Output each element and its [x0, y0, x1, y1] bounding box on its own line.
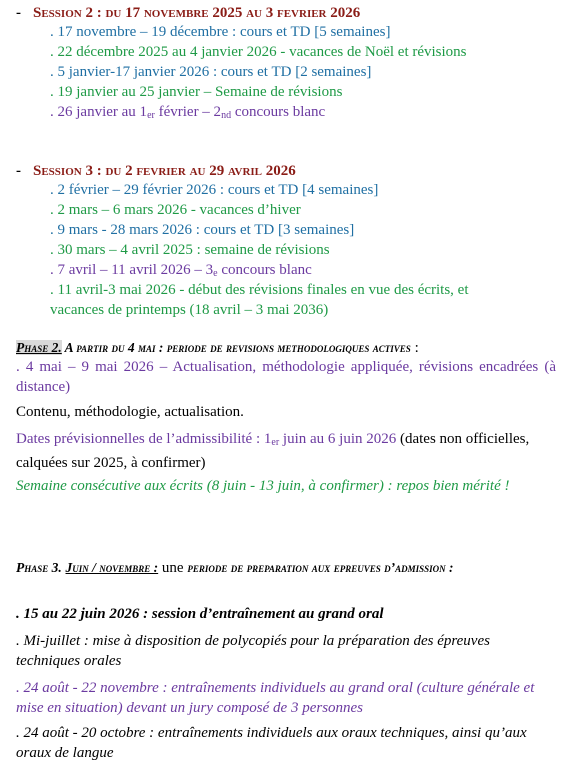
session2-title: Session 2 : du 17 novembre 2025 au 3 fevrier 2026	[33, 5, 361, 21]
list-item: . 30 mars – 4 avril 2025 : semaine de révisions	[50, 242, 330, 258]
bullet-dash: -	[16, 163, 21, 179]
list-item: . 2 mars – 6 mars 2026 - vacances d’hiver	[50, 202, 301, 218]
list-item: . 2 février – 29 février 2026 : cours et TD [4 semaines]	[50, 182, 379, 198]
phase2-content: Contenu, méthodologie, actualisation.	[16, 404, 244, 420]
list-item: . 19 janvier au 25 janvier – Semaine de révisions	[50, 84, 343, 100]
list-item: vacances de printemps (18 avril – 3 mai 2036)	[50, 302, 329, 318]
phase2-rest-week: Semaine consécutive aux écrits (8 juin - 13 juin, à confirmer) : repos bien mérité !	[16, 478, 510, 494]
phase3-heading: Phase 3. Juin / novembre : une periode de preparation aux epreuves d’admission :	[16, 560, 454, 576]
phase3-item: . 24 août - 20 octobre : entraînements individuels aux oraux techniques, ainsi qu’aux oraux de langue	[16, 725, 527, 761]
phase3-item: . 24 août - 22 novembre : entraînements individuels au grand oral (culture générale et mise en situation) devant un jury composé de 3 personnes	[16, 680, 535, 716]
phase3-item: . Mi-juillet : mise à disposition de polycopiés pour la préparation des épreuves techniques orales	[16, 633, 490, 669]
list-item: . 17 novembre – 19 décembre : cours et TD [5 semaines]	[50, 24, 391, 40]
phase3-item: . 15 au 22 juin 2026 : session d’entraînement au grand oral	[16, 606, 384, 622]
session3-heading	[16, 161, 296, 181]
session2-heading	[16, 3, 360, 23]
list-item: . 26 janvier au $1_{er}$ février – $2_{nd}$ concours blanc	[50, 104, 326, 121]
phase2-label: Phase 2.	[16, 340, 62, 355]
list-item: . 5 janvier-17 janvier 2026 : cours et TD [2 semaines]	[50, 64, 372, 80]
phase2-item: . 4 mai – 9 mai 2026 – Actualisation, méthodologie appliquée, révisions encadrées (à distance)	[16, 359, 556, 395]
list-item: . 7 avril – 11 avril $2026 - 3_e$ concours blanc	[50, 262, 312, 279]
list-item: . 11 avril-3 mai 2026 - début des révisions finales en vue des écrits, et	[50, 282, 469, 298]
phase2-title: A partir du 4 mai : periode de revisions methodologiques actives	[61, 340, 411, 355]
phase3-label: Phase 3.	[16, 560, 62, 575]
phase2-heading: Phase 2. A partir du 4 mai : periode de revisions methodologiques actives :	[16, 340, 419, 356]
phase2-admissibility: Dates prévisionnelles de l’admissibilité : $1_{er}$ juin au 6 juin 2026 (dates non officielles, calquées sur 2025, à confirmer)	[16, 431, 530, 471]
list-item: . 22 décembre 2025 au 4 janvier 2026 - vacances de Noël et révisions	[50, 44, 467, 60]
session3-title: Session 3 : du 2 fevrier au 29 avril 2026	[33, 163, 296, 179]
bullet-dash: -	[16, 5, 21, 21]
list-item: . 9 mars - 28 mars 2026 : cours et TD [3 semaines]	[50, 222, 355, 238]
